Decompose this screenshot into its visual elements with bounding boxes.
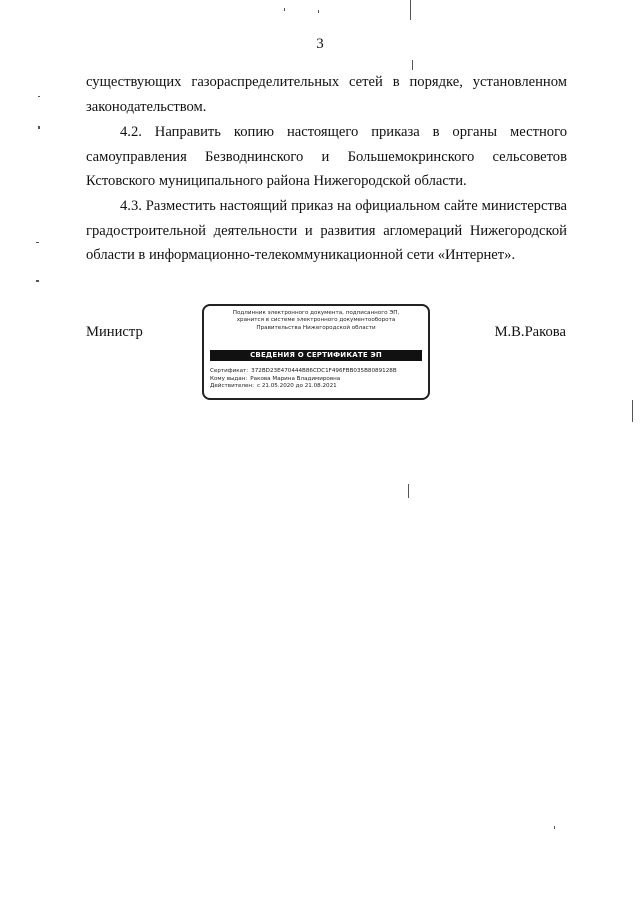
- stamp-valid-label: Действителен:: [210, 383, 254, 389]
- scan-artifact: [38, 96, 40, 97]
- stamp-header-line: Правительства Нижегородской области: [256, 324, 376, 331]
- stamp-details: [210, 368, 422, 391]
- scan-artifact: [554, 826, 555, 829]
- scan-artifact: [410, 0, 411, 20]
- stamp-valid-row: [210, 383, 422, 391]
- paragraph-4-2: 4.2. Направить копию настоящего приказа в органы местного самоуправления Безводнинского и Большемокринского сельсоветов Кстовского муниципального района Нижегородской области.: [86, 124, 567, 189]
- scan-artifact: [36, 280, 39, 282]
- stamp-header-line: Подлинник электронного документа, подписанного ЭП,: [232, 310, 400, 316]
- stamp-issued-to-row: [210, 376, 422, 384]
- scan-artifact: [38, 126, 40, 129]
- scan-artifact: [632, 400, 633, 422]
- signer-name: М.В.Ракова: [494, 324, 566, 340]
- paragraph-4-3: 4.3. Разместить настоящий приказ на официальном сайте министерства градостроительной деятельности и развития агломераций Нижегородской области в информационно-телекоммуникационной сети «Интернет».: [86, 198, 567, 263]
- scan-artifact: [318, 10, 319, 13]
- electronic-signature-stamp: [202, 304, 430, 400]
- stamp-issued-to-label: Кому выдан:: [210, 375, 248, 382]
- stamp-header-line: хранится в системе электронного документооборота: [236, 317, 396, 324]
- page-number: 3: [316, 36, 324, 52]
- paragraph-continuation: существующих газораспределительных сетей в порядке, установленном законодательством.: [86, 74, 567, 115]
- scan-artifact: [412, 60, 413, 70]
- stamp-certificate-label: Сертификат:: [210, 368, 249, 374]
- scan-artifact: [408, 484, 409, 498]
- stamp-valid-value: с 21.05.2020 до 21.08.2021: [256, 383, 337, 389]
- stamp-header: [212, 310, 420, 332]
- stamp-certificate-row: [210, 368, 422, 376]
- stamp-issued-to-value: Ракова Марина Владимировна: [250, 375, 341, 382]
- signer-position: Министр: [86, 324, 143, 340]
- scan-artifact: [36, 242, 39, 243]
- scan-artifact: [284, 8, 285, 11]
- stamp-title-bar: СВЕДЕНИЯ О СЕРТИФИКАТЕ ЭП: [210, 350, 422, 361]
- stamp-certificate-value: 372BD23E470444B86CDC1F496FBB035B8089128B: [251, 368, 397, 374]
